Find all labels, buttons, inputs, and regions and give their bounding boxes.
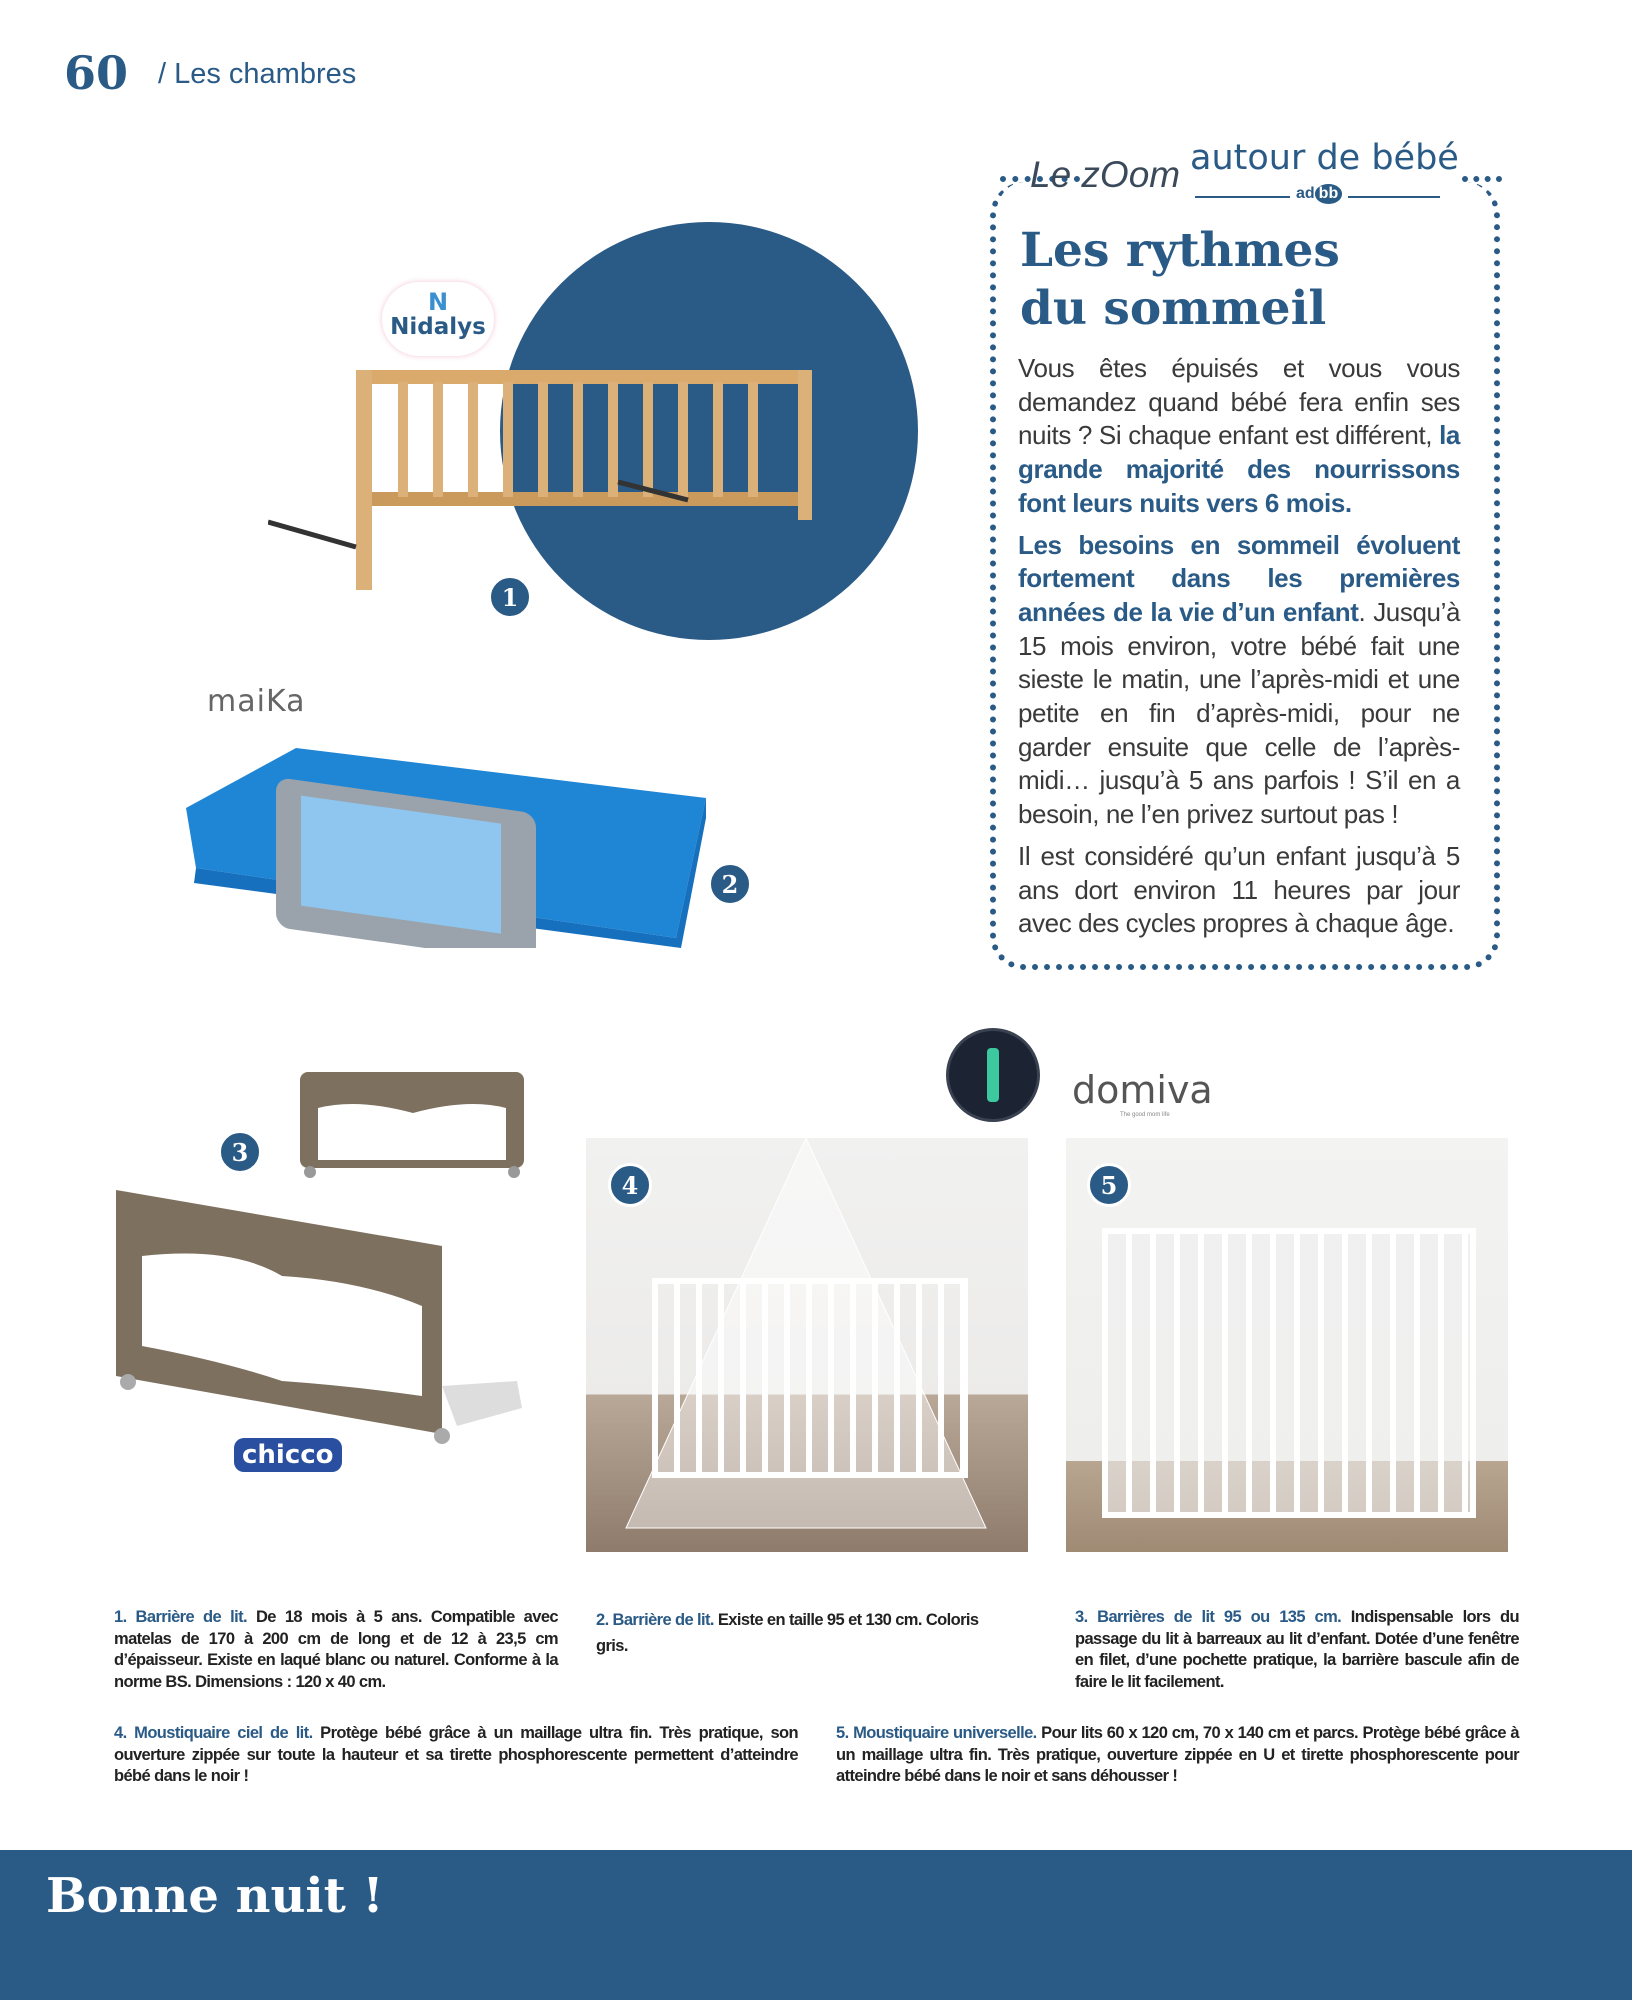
page-number: 60 (64, 46, 129, 100)
domiva-logo: domiva (1072, 1068, 1213, 1112)
chicco-bed-rail-small-image (298, 1068, 528, 1180)
product-badge-2: 2 (708, 862, 752, 906)
glow-zipper-badge-icon (946, 1028, 1040, 1122)
adbb-bubble: bb (1315, 184, 1343, 204)
product-badge-5: 5 (1087, 1163, 1131, 1207)
wooden-bed-rail-image (268, 362, 818, 592)
zoom-box-border-top-right (1462, 176, 1502, 182)
breadcrumb: / Les chambres (158, 58, 357, 90)
caption-2 (596, 1607, 996, 1659)
title-line-1: Les rythmes (1020, 223, 1340, 278)
domiva-tagline: The good mom life (1120, 1112, 1170, 1118)
product-badge-4: 4 (608, 1163, 652, 1207)
chicco-logo: chicco (234, 1438, 342, 1472)
canopy-mosquito-net-photo (586, 1138, 1028, 1552)
caption-5 (836, 1723, 1519, 1788)
caption-1-text: De 18 mois à 5 ans. Compatible avec matelas de 170 à 200 cm de long et de 12 à 23,5 cm d’épaisseur. Existe en laqué blanc ou naturel. Conforme à la norme BS. Dimensions : 120 x 40 cm. (114, 1608, 558, 1691)
zoom-title (1020, 222, 1340, 338)
autour-de-bebe-logo: autour de bébé (1190, 138, 1459, 178)
product-badge-1: 1 (488, 575, 532, 619)
caption-3 (1075, 1607, 1519, 1693)
nidalys-n-icon: N (427, 288, 449, 316)
caption-4-title: 4. Moustiquaire ciel de lit. (114, 1724, 313, 1742)
title-line-2: du sommeil (1020, 281, 1327, 336)
zoom-body (1018, 352, 1460, 949)
paragraph-3: Il est considéré qu’un enfant jusqu’à 5 ans dort environ 11 heures par jour avec des cycles propres à chaque âge. (1018, 840, 1460, 939)
caption-5-text: Pour lits 60 x 120 cm, 70 x 140 cm et parcs. Protège bébé grâce à un maillage ultra fin. Très pratique, ouverture zippée en U et tirette phosphorescente pour atteindre bébé dans le noir et sans déhousser ! (836, 1724, 1519, 1785)
mattress-bed-rail-image (176, 738, 716, 948)
p1-highlight: la grande majorité des nourrissons font leurs nuits vers 6 mois. (1018, 420, 1460, 518)
caption-3-title: 3. Barrières de lit 95 ou 135 cm. (1075, 1608, 1342, 1626)
universal-mosquito-net-photo (1066, 1138, 1508, 1552)
nidalys-logo (382, 282, 494, 356)
caption-1 (114, 1607, 558, 1693)
nidalys-wordmark: Nidalys (390, 314, 486, 340)
chicco-bed-rail-large-image (112, 1186, 522, 1446)
p2-highlight: Les besoins en sommeil évoluent fortement dans les premières années de la vie d’un enfant (1018, 529, 1460, 627)
adbb-prefix: ad (1296, 185, 1315, 202)
caption-2-title: 2. Barrière de lit. (596, 1611, 714, 1629)
caption-4-text: Protège bébé grâce à un maillage ultra fin. Très pratique, son ouverture zippée sur toute la hauteur et sa tirette phosphorescente permettent d’atteindre bébé dans le noir ! (114, 1724, 799, 1785)
paragraph-1 (1018, 352, 1460, 521)
caption-5-title: 5. Moustiquaire universelle. (836, 1724, 1037, 1742)
maika-logo: maiKa (207, 684, 306, 719)
zoom-label: Le zOom (1030, 154, 1181, 195)
p1-text: Vous êtes épuisés et vous vous demandez quand bébé fera enfin ses nuits ? Si chaque enfant est différent, (1018, 353, 1460, 451)
p2-text: . Jusqu’à 15 mois environ, votre bébé fait une sieste le matin, une l’après-midi et une petite en fin d’après-midi, pour ne garder ensuite que celle de l’après-midi… jusqu’à 5 ans parfois ! S’il en a besoin, ne l’en privez surtout pas ! (1018, 596, 1461, 830)
caption-4 (114, 1723, 798, 1788)
caption-1-title: 1. Barrière de lit. (114, 1608, 247, 1626)
caption-3-text: Indispensable lors du passage du lit à barreaux au lit d’enfant. Dotée d’une fenêtre en filet, d’une pochette pratique, la barrière bascule afin de faire le lit facilement. (1075, 1608, 1519, 1691)
adbb-logo-mark (1290, 184, 1348, 204)
footer-title: Bonne nuit ! (46, 1868, 384, 1924)
paragraph-2 (1018, 529, 1460, 832)
caption-2-text: Existe en taille 95 et 130 cm. Coloris gris. (596, 1611, 979, 1655)
product-badge-3: 3 (218, 1130, 262, 1174)
